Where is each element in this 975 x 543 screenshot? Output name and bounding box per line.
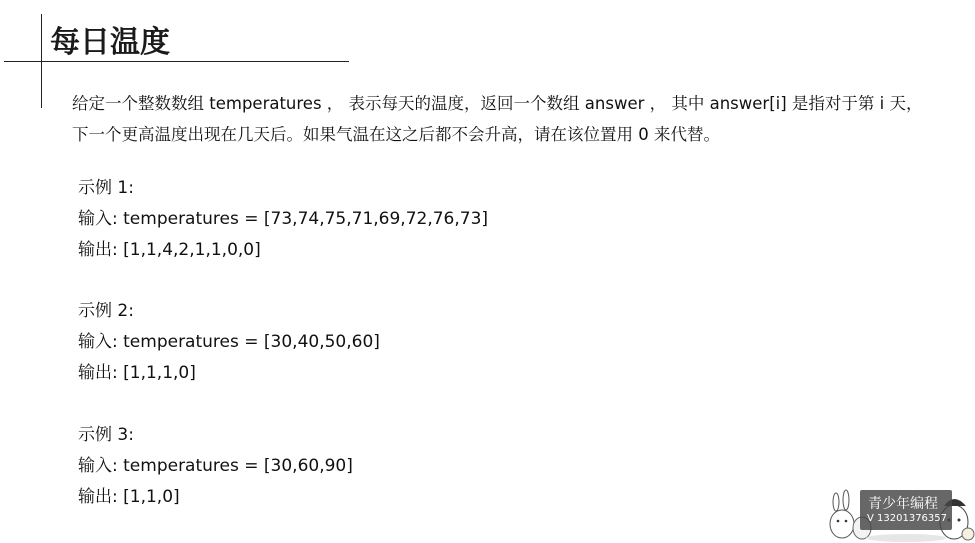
watermark — [826, 484, 975, 543]
page-title: 每日温度 — [50, 25, 170, 60]
watermark-title: 青少年编程 — [868, 496, 938, 512]
example-3-output: 输出: [1,1,0] — [78, 487, 180, 507]
example-3-input: 输入: temperatures = [30,60,90] — [78, 456, 353, 476]
title-horizontal-rule — [4, 61, 349, 62]
example-2-input: 输入: temperatures = [30,40,50,60] — [78, 332, 380, 352]
problem-description-line-1: 给定一个整数数组 temperatures ， 表示每天的温度，返回一个数组 answer ， 其中 answer[i] 是指对于第 i 天， — [72, 94, 923, 113]
example-2-output: 输出: [1,1,1,0] — [78, 363, 196, 383]
example-1-input: 输入: temperatures = [73,74,75,71,69,72,76,73] — [78, 209, 489, 229]
example-2-label: 示例 2: — [78, 301, 134, 321]
example-1-output: 输出: [1,1,4,2,1,1,0,0] — [78, 240, 261, 260]
problem-description-line-2: 下一个更高温度出现在几天后。如果气温在这之后都不会升高，请在该位置用 0 来代替。 — [72, 125, 720, 144]
example-1-label: 示例 1: — [78, 178, 134, 198]
watermark-contact: V 13201376357 — [867, 513, 948, 524]
example-3-label: 示例 3: — [78, 425, 134, 445]
